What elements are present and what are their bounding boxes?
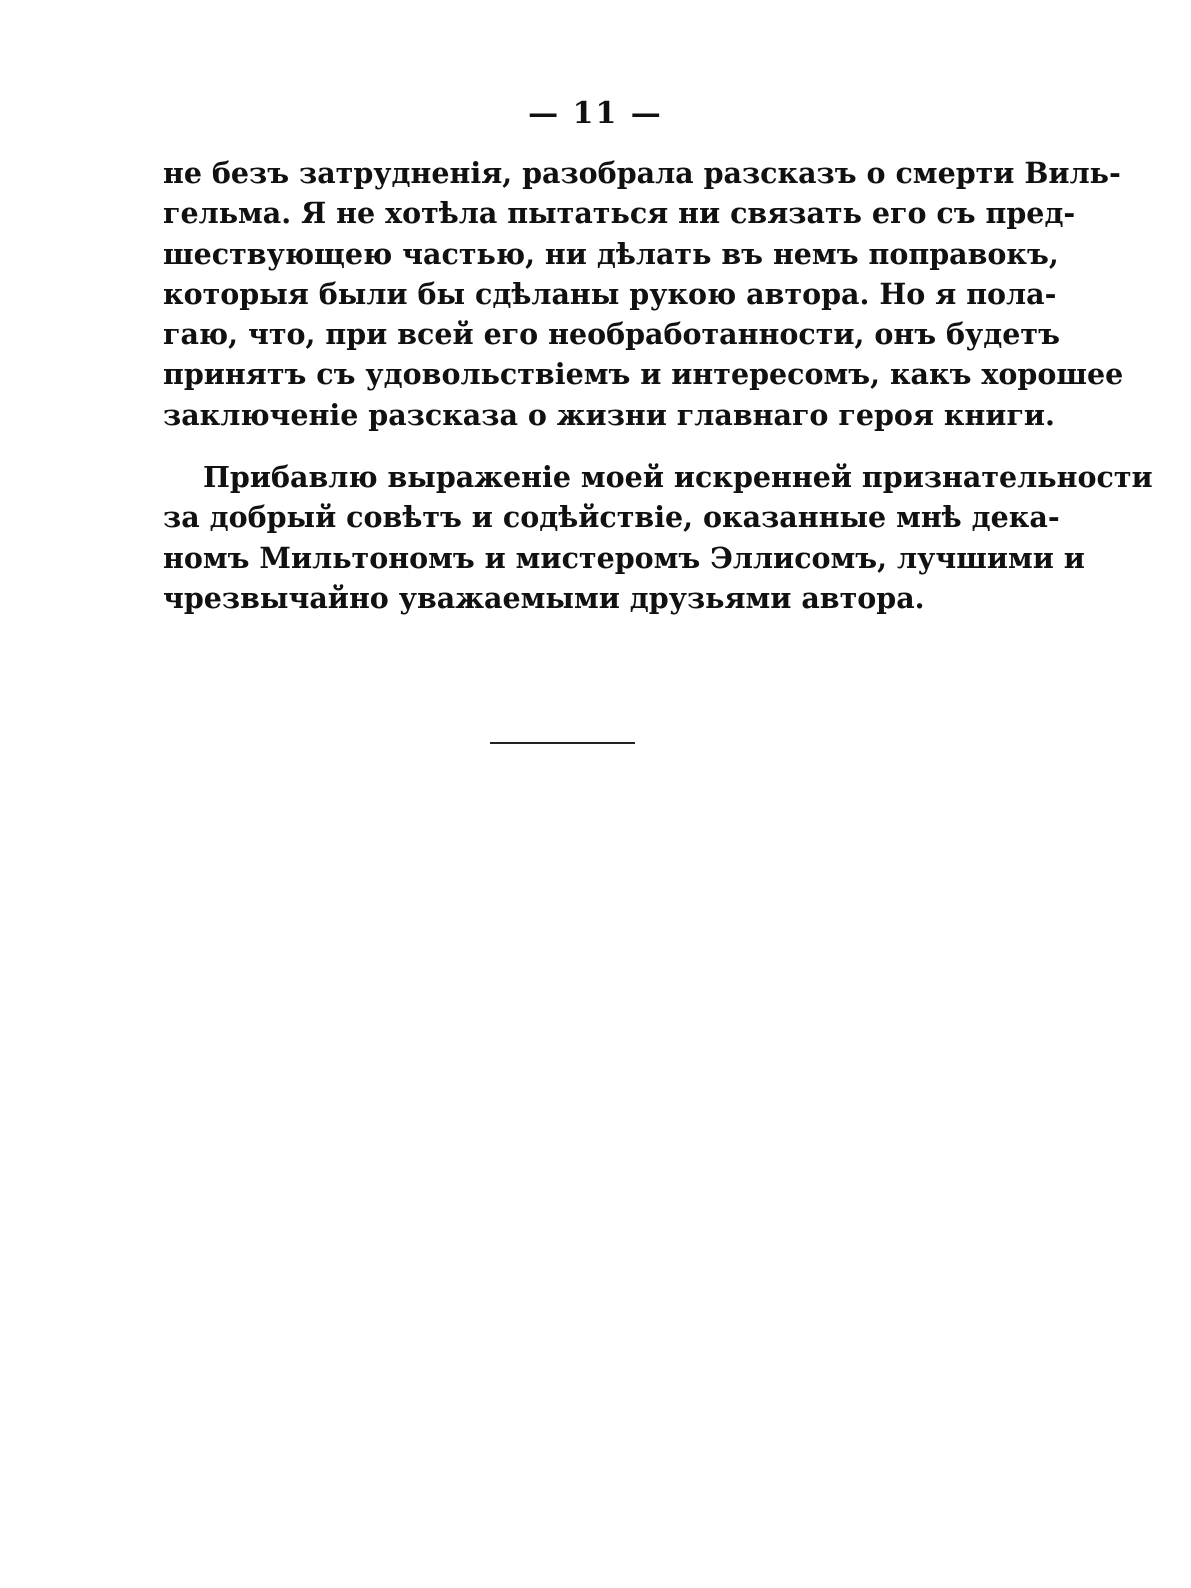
text-line: которыя были бы сдѣланы рукою автора. Но я пола- xyxy=(163,276,1057,311)
text-line: номъ Мильтономъ и мистеромъ Эллисомъ, лучшими и xyxy=(163,540,1085,575)
text-line: шествующею частью, ни дѣлать въ немъ поправокъ, xyxy=(163,236,1059,271)
end-rule-divider xyxy=(490,742,635,744)
text-line: гаю, что, при всей его необработанности, онъ будетъ xyxy=(163,317,1060,352)
page-number: — 11 — xyxy=(528,96,663,131)
paragraph-gap xyxy=(163,435,963,457)
text-line: гельма. Я не хотѣла пытаться ни связать его съ пред- xyxy=(163,196,1076,231)
body-text xyxy=(163,153,1153,618)
text-line: чрезвычайно уважаемыми друзьями автора. xyxy=(163,580,925,615)
text-line: принятъ съ удовольствіемъ и интересомъ, какъ хорошее xyxy=(163,357,1124,392)
text-line: Прибавлю выраженіе моей искренней признательности xyxy=(203,460,1153,495)
text-line: заключеніе разсказа о жизни главнаго героя книги. xyxy=(163,397,1055,432)
text-line: не безъ затрудненія, разобрала разсказъ о смерти Виль- xyxy=(163,156,1121,190)
text-line: за добрый совѣтъ и содѣйствіе, оказанные мнѣ дека- xyxy=(163,500,1060,535)
